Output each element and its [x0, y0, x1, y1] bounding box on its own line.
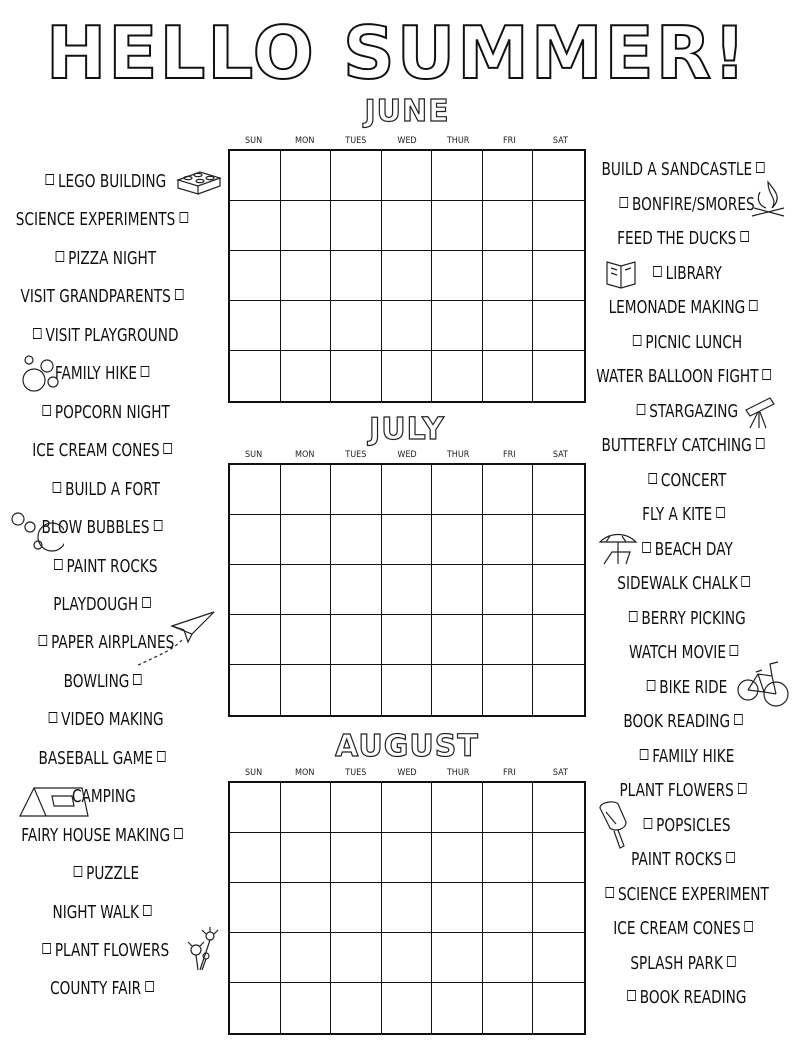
activity-item[interactable]	[52, 902, 155, 924]
calendar-day-cell[interactable]	[281, 565, 332, 615]
activity-label: LEGO BUILDING	[57, 172, 167, 192]
calendar-day-cell[interactable]	[382, 351, 433, 401]
calendar-day-cell[interactable]	[382, 565, 433, 615]
calendar-day-cell[interactable]	[432, 783, 483, 833]
calendar-day-cell[interactable]	[533, 351, 584, 401]
activity-checkbox[interactable]	[642, 542, 651, 553]
month-label-july: JULY	[369, 412, 445, 447]
calendar-day-cell[interactable]	[382, 515, 433, 565]
activity-item[interactable]	[617, 228, 753, 250]
activity-item[interactable]	[644, 470, 726, 492]
activity-item[interactable]	[642, 504, 728, 526]
activity-label: PIZZA NIGHT	[68, 248, 157, 269]
calendar-day-cell[interactable]	[281, 251, 332, 301]
activity-label: BUTTERFLY CATCHING	[601, 436, 752, 456]
calendar-day-cell[interactable]	[281, 933, 332, 983]
activity-checkbox[interactable]	[42, 405, 51, 416]
activity-checkbox[interactable]	[653, 266, 662, 277]
bubbles-icon	[20, 352, 62, 396]
activity-label: BERRY PICKING	[640, 608, 746, 629]
activity-checkbox[interactable]	[749, 300, 758, 311]
activity-item[interactable]	[616, 194, 755, 216]
calendar-day-cell[interactable]	[331, 251, 382, 301]
calendar-day-cell[interactable]	[281, 983, 332, 1033]
calendar-day-cell[interactable]	[331, 615, 382, 665]
activity-checkbox[interactable]	[174, 828, 183, 839]
activity-checkbox[interactable]	[756, 162, 765, 173]
activity-item[interactable]	[42, 171, 167, 193]
calendar-day-cell[interactable]	[382, 615, 433, 665]
calendar-day-cell[interactable]	[533, 151, 584, 201]
telescope-icon	[740, 392, 780, 430]
bubbles-icon	[8, 507, 64, 557]
activity-item[interactable]	[609, 297, 762, 319]
activity-item[interactable]	[625, 608, 746, 630]
activity-label: CAMPING	[71, 787, 136, 808]
calendar-day-cell[interactable]	[483, 351, 534, 401]
weekday-label: MON	[295, 136, 315, 146]
activity-checkbox[interactable]	[45, 174, 54, 185]
tent-icon	[16, 784, 90, 820]
calendar-grid-august	[228, 781, 586, 1035]
activity-item[interactable]	[16, 209, 192, 231]
weekday-label: SUN	[245, 136, 263, 146]
weekday-header-july	[228, 450, 586, 460]
activity-item[interactable]	[38, 748, 169, 770]
calendar-day-cell[interactable]	[331, 151, 382, 201]
activity-item[interactable]	[619, 780, 750, 802]
calendar-day-cell[interactable]	[432, 351, 483, 401]
calendar-day-cell[interactable]	[382, 833, 433, 883]
calendar-day-cell[interactable]	[382, 883, 433, 933]
weekday-label: SUN	[245, 450, 263, 460]
activity-label: PICNIC LUNCH	[644, 332, 742, 353]
month-label-august: AUGUST	[335, 729, 479, 764]
activity-checkbox[interactable]	[153, 520, 162, 531]
activity-label: SCIENCE EXPERIMENTS	[15, 210, 176, 231]
activity-checkbox[interactable]	[726, 852, 735, 863]
activity-label: SCIENCE EXPERIMENT	[617, 884, 769, 905]
calendar-day-cell[interactable]	[483, 151, 534, 201]
calendar-day-cell[interactable]	[533, 983, 584, 1033]
activity-item[interactable]	[638, 539, 732, 561]
activity-item[interactable]	[48, 479, 159, 501]
calendar-day-cell[interactable]	[533, 301, 584, 351]
calendar-day-cell[interactable]	[483, 833, 534, 883]
activity-label: POPCORN NIGHT	[54, 402, 170, 423]
calendar-day-cell[interactable]	[483, 783, 534, 833]
activity-item[interactable]	[32, 440, 176, 462]
popsicle-icon	[592, 800, 632, 850]
activity-checkbox[interactable]	[33, 328, 42, 339]
activity-label: FEED THE DUCKS	[617, 229, 737, 249]
calendar-day-cell[interactable]	[331, 515, 382, 565]
activity-label: COUNTY FAIR	[50, 979, 142, 1000]
weekday-label: TUES	[345, 768, 367, 778]
activity-label: PLAYDOUGH	[53, 594, 139, 615]
activity-item[interactable]	[50, 978, 157, 1000]
weekday-label: SUN	[245, 768, 263, 778]
activity-label: CONCERT	[660, 470, 726, 491]
activity-item[interactable]	[628, 332, 741, 354]
weekday-label: FRI	[502, 136, 516, 146]
activity-label: PUZZLE	[85, 864, 139, 885]
activity-item[interactable]	[636, 746, 734, 768]
calendar-day-cell[interactable]	[230, 151, 281, 201]
calendar-day-cell[interactable]	[483, 201, 534, 251]
calendar-day-cell[interactable]	[432, 151, 483, 201]
activity-checkbox[interactable]	[38, 635, 47, 646]
activity-checkbox[interactable]	[56, 251, 65, 262]
calendar-day-cell[interactable]	[230, 615, 281, 665]
beach-chair-icon	[596, 530, 640, 566]
calendar-day-cell[interactable]	[382, 783, 433, 833]
calendar-day-cell[interactable]	[533, 833, 584, 883]
calendar-day-cell[interactable]	[382, 251, 433, 301]
weekday-label: THUR	[446, 136, 470, 146]
activity-checkbox[interactable]	[644, 818, 653, 829]
activity-checkbox[interactable]	[738, 783, 747, 794]
calendar-day-cell[interactable]	[331, 933, 382, 983]
book-icon	[603, 258, 639, 290]
activity-checkbox[interactable]	[42, 943, 51, 954]
calendar-day-cell[interactable]	[533, 565, 584, 615]
calendar-day-cell[interactable]	[230, 665, 281, 715]
activity-label: FAMILY HIKE	[54, 364, 137, 385]
activity-checkbox[interactable]	[729, 645, 738, 656]
calendar-day-cell[interactable]	[533, 465, 584, 515]
calendar-day-cell[interactable]	[331, 301, 382, 351]
calendar-day-cell[interactable]	[432, 301, 483, 351]
calendar-day-cell[interactable]	[382, 301, 433, 351]
activity-item[interactable]	[628, 642, 741, 664]
activity-label: PAINT ROCKS	[66, 556, 158, 577]
calendar-day-cell[interactable]	[483, 565, 534, 615]
calendar-day-cell[interactable]	[533, 883, 584, 933]
calendar-day-cell[interactable]	[281, 665, 332, 715]
calendar-day-cell[interactable]	[230, 783, 281, 833]
activity-item[interactable]	[38, 940, 169, 962]
activity-label: BASEBALL GAME	[38, 748, 154, 769]
activity-label: ICE CREAM CONES	[613, 919, 741, 939]
activity-item[interactable]	[50, 556, 157, 578]
activity-label: LIBRARY	[665, 263, 722, 284]
activity-label: BONFIRE/SMORES	[631, 194, 755, 215]
calendar-day-cell[interactable]	[281, 301, 332, 351]
calendar-day-cell[interactable]	[331, 465, 382, 515]
activity-label: VIDEO MAKING	[61, 710, 164, 731]
weekday-label: WED	[397, 136, 417, 146]
activity-checkbox[interactable]	[762, 369, 771, 380]
calendar-day-cell[interactable]	[483, 933, 534, 983]
activity-item[interactable]	[623, 711, 746, 733]
calendar-day-cell[interactable]	[432, 983, 483, 1033]
weekday-label: THUR	[446, 768, 470, 778]
activity-checkbox[interactable]	[727, 956, 736, 967]
activity-item[interactable]	[21, 286, 188, 308]
calendar-day-cell[interactable]	[483, 665, 534, 715]
calendar-day-cell[interactable]	[483, 883, 534, 933]
calendar-day-cell[interactable]	[382, 665, 433, 715]
activity-label: FAMILY HIKE	[652, 746, 735, 767]
calendar-day-cell[interactable]	[281, 351, 332, 401]
activity-item[interactable]	[630, 953, 739, 975]
calendar-day-cell[interactable]	[533, 933, 584, 983]
activity-checkbox[interactable]	[73, 866, 82, 877]
calendar-day-cell[interactable]	[331, 783, 382, 833]
activity-item[interactable]	[52, 248, 156, 270]
calendar-day-cell[interactable]	[432, 515, 483, 565]
calendar-day-cell[interactable]	[533, 515, 584, 565]
calendar-day-cell[interactable]	[382, 465, 433, 515]
calendar-day-cell[interactable]	[230, 465, 281, 515]
calendar-day-cell[interactable]	[331, 565, 382, 615]
activity-checkbox[interactable]	[605, 887, 614, 898]
activity-label: PLANT FLOWERS	[54, 941, 170, 961]
activity-label: SIDEWALK CHALK	[616, 574, 738, 594]
activity-item[interactable]	[623, 987, 746, 1009]
activity-item[interactable]	[632, 401, 737, 423]
weekday-label: FRI	[502, 768, 516, 778]
weekday-label: TUES	[345, 136, 367, 146]
activity-label: WATCH MOVIE	[628, 643, 726, 663]
calendar-day-cell[interactable]	[432, 465, 483, 515]
activity-label: FAIRY HOUSE MAKING	[21, 825, 171, 846]
activity-label: BEACH DAY	[654, 539, 733, 560]
calendar-day-cell[interactable]	[533, 783, 584, 833]
activity-label: BLOW BUBBLES	[41, 518, 150, 539]
calendar-day-cell[interactable]	[483, 615, 534, 665]
calendar-day-cell[interactable]	[432, 883, 483, 933]
calendar-day-cell[interactable]	[230, 515, 281, 565]
calendar-grid-june	[228, 149, 586, 403]
activity-checkbox[interactable]	[49, 712, 58, 723]
activity-checkbox[interactable]	[157, 751, 166, 762]
calendar-grid-july	[228, 463, 586, 717]
calendar-day-cell[interactable]	[331, 883, 382, 933]
activity-label: BUILD A FORT	[64, 479, 160, 500]
activity-checkbox[interactable]	[52, 482, 61, 493]
activity-checkbox[interactable]	[179, 212, 188, 223]
weekday-label: FRI	[502, 450, 516, 460]
activity-item[interactable]	[596, 366, 775, 388]
activity-item[interactable]	[601, 435, 768, 457]
activity-label: VISIT GRANDPARENTS	[20, 287, 171, 308]
weekday-header-august	[228, 768, 586, 778]
weekday-label: TUES	[345, 450, 367, 460]
calendar-day-cell[interactable]	[432, 615, 483, 665]
activity-checkbox[interactable]	[648, 473, 657, 484]
lego-brick-icon	[176, 168, 222, 196]
activity-item[interactable]	[613, 918, 757, 940]
activity-checkbox[interactable]	[620, 197, 629, 208]
calendar-day-cell[interactable]	[483, 983, 534, 1033]
activity-label: ICE CREAM CONES	[32, 441, 160, 462]
campfire-icon	[748, 178, 788, 220]
weekday-label: SAT	[552, 136, 568, 146]
calendar-day-cell[interactable]	[281, 883, 332, 933]
activity-item[interactable]	[640, 815, 731, 837]
activity-checkbox[interactable]	[133, 674, 142, 685]
weekday-label: THUR	[446, 450, 470, 460]
calendar-day-cell[interactable]	[483, 301, 534, 351]
calendar-day-cell[interactable]	[281, 615, 332, 665]
activity-checkbox[interactable]	[54, 559, 63, 570]
activity-item[interactable]	[602, 159, 769, 181]
activity-item[interactable]	[29, 325, 178, 347]
activity-checkbox[interactable]	[175, 289, 184, 300]
weekday-label: WED	[397, 450, 417, 460]
activity-checkbox[interactable]	[636, 404, 645, 415]
activity-checkbox[interactable]	[628, 611, 637, 622]
activity-item[interactable]	[55, 363, 153, 385]
activity-checkbox[interactable]	[734, 714, 743, 725]
activity-item[interactable]	[649, 263, 722, 285]
activity-checkbox[interactable]	[756, 438, 765, 449]
calendar-day-cell[interactable]	[432, 251, 483, 301]
calendar-day-cell[interactable]	[281, 833, 332, 883]
calendar-day-cell[interactable]	[230, 933, 281, 983]
calendar-day-cell[interactable]	[230, 201, 281, 251]
activity-label: BOWLING	[63, 671, 129, 692]
calendar-day-cell[interactable]	[483, 515, 534, 565]
calendar-day-cell[interactable]	[331, 351, 382, 401]
calendar-day-cell[interactable]	[432, 201, 483, 251]
activity-label: WATER BALLOON FIGHT	[595, 367, 759, 387]
activity-item[interactable]	[643, 677, 727, 699]
flowers-icon	[176, 926, 222, 972]
weekday-label: WED	[397, 768, 417, 778]
calendar-day-cell[interactable]	[281, 515, 332, 565]
activity-label: LEMONADE MAKING	[608, 298, 746, 318]
calendar-day-cell[interactable]	[230, 251, 281, 301]
activity-label: PAINT ROCKS	[631, 850, 723, 870]
calendar-day-cell[interactable]	[382, 151, 433, 201]
calendar-day-cell[interactable]	[281, 783, 332, 833]
activity-label: SPLASH PARK	[630, 953, 723, 974]
activity-label: POPSICLES	[656, 815, 731, 836]
calendar-day-cell[interactable]	[533, 665, 584, 715]
calendar-day-cell[interactable]	[432, 833, 483, 883]
calendar-day-cell[interactable]	[230, 301, 281, 351]
calendar-day-cell[interactable]	[281, 201, 332, 251]
activity-item[interactable]	[69, 863, 138, 885]
activity-checkbox[interactable]	[627, 990, 636, 1001]
weekday-label: SAT	[552, 450, 568, 460]
calendar-day-cell[interactable]	[483, 251, 534, 301]
paper-airplane-icon	[132, 610, 216, 670]
activity-checkbox[interactable]	[143, 905, 152, 916]
weekday-label: MON	[295, 450, 315, 460]
activity-label: BOOK READING	[623, 712, 731, 732]
activity-item[interactable]	[631, 849, 738, 871]
calendar-day-cell[interactable]	[533, 251, 584, 301]
calendar-day-cell[interactable]	[230, 983, 281, 1033]
calendar-day-cell[interactable]	[432, 665, 483, 715]
calendar-day-cell[interactable]	[230, 883, 281, 933]
weekday-label: MON	[295, 768, 315, 778]
calendar-day-cell[interactable]	[331, 833, 382, 883]
activity-item[interactable]	[617, 573, 754, 595]
activity-label: PAPER AIRPLANES	[50, 633, 174, 654]
calendar-day-cell[interactable]	[281, 151, 332, 201]
activity-checkbox[interactable]	[145, 981, 154, 992]
activity-label: BUILD A SANDCASTLE	[601, 160, 753, 180]
weekday-header-june	[228, 136, 586, 146]
activity-checkbox[interactable]	[741, 576, 750, 587]
activity-checkbox[interactable]	[740, 231, 749, 242]
weekday-label: SAT	[552, 768, 568, 778]
activity-checkbox[interactable]	[640, 749, 649, 760]
activity-label: NIGHT WALK	[52, 902, 139, 923]
page-title: HELLO SUMMER!	[46, 11, 748, 95]
calendar-day-cell[interactable]	[230, 351, 281, 401]
calendar-day-cell[interactable]	[432, 933, 483, 983]
calendar-day-cell[interactable]	[382, 933, 433, 983]
activity-checkbox[interactable]	[745, 921, 754, 932]
month-label-june: JUNE	[364, 94, 450, 129]
calendar-day-cell[interactable]	[382, 201, 433, 251]
activity-item[interactable]	[63, 671, 145, 693]
activity-label: STARGAZING	[648, 401, 738, 422]
activity-item[interactable]	[21, 825, 186, 847]
activity-label: FLY A KITE	[641, 505, 712, 525]
calendar-day-cell[interactable]	[533, 615, 584, 665]
activity-label: BOOK READING	[639, 988, 747, 1008]
calendar-day-cell[interactable]	[230, 565, 281, 615]
calendar-day-cell[interactable]	[382, 983, 433, 1033]
calendar-day-cell[interactable]	[432, 565, 483, 615]
activity-checkbox[interactable]	[632, 335, 641, 346]
activity-label: VISIT PLAYGROUND	[45, 325, 179, 346]
activity-checkbox[interactable]	[716, 507, 725, 518]
calendar-day-cell[interactable]	[331, 665, 382, 715]
activity-checkbox[interactable]	[141, 366, 150, 377]
activity-label: PLANT FLOWERS	[619, 781, 734, 801]
calendar-day-cell[interactable]	[331, 201, 382, 251]
calendar-day-cell[interactable]	[331, 983, 382, 1033]
activity-checkbox[interactable]	[164, 443, 173, 454]
activity-item[interactable]	[45, 709, 164, 731]
bicycle-icon	[736, 656, 790, 712]
activity-checkbox[interactable]	[647, 680, 656, 691]
calendar-day-cell[interactable]	[230, 833, 281, 883]
activity-item[interactable]	[39, 402, 170, 424]
calendar-day-cell[interactable]	[281, 465, 332, 515]
activity-checkbox[interactable]	[142, 597, 151, 608]
calendar-day-cell[interactable]	[483, 465, 534, 515]
activity-item[interactable]	[602, 884, 769, 906]
activity-label: BIKE RIDE	[659, 677, 728, 698]
calendar-day-cell[interactable]	[533, 201, 584, 251]
